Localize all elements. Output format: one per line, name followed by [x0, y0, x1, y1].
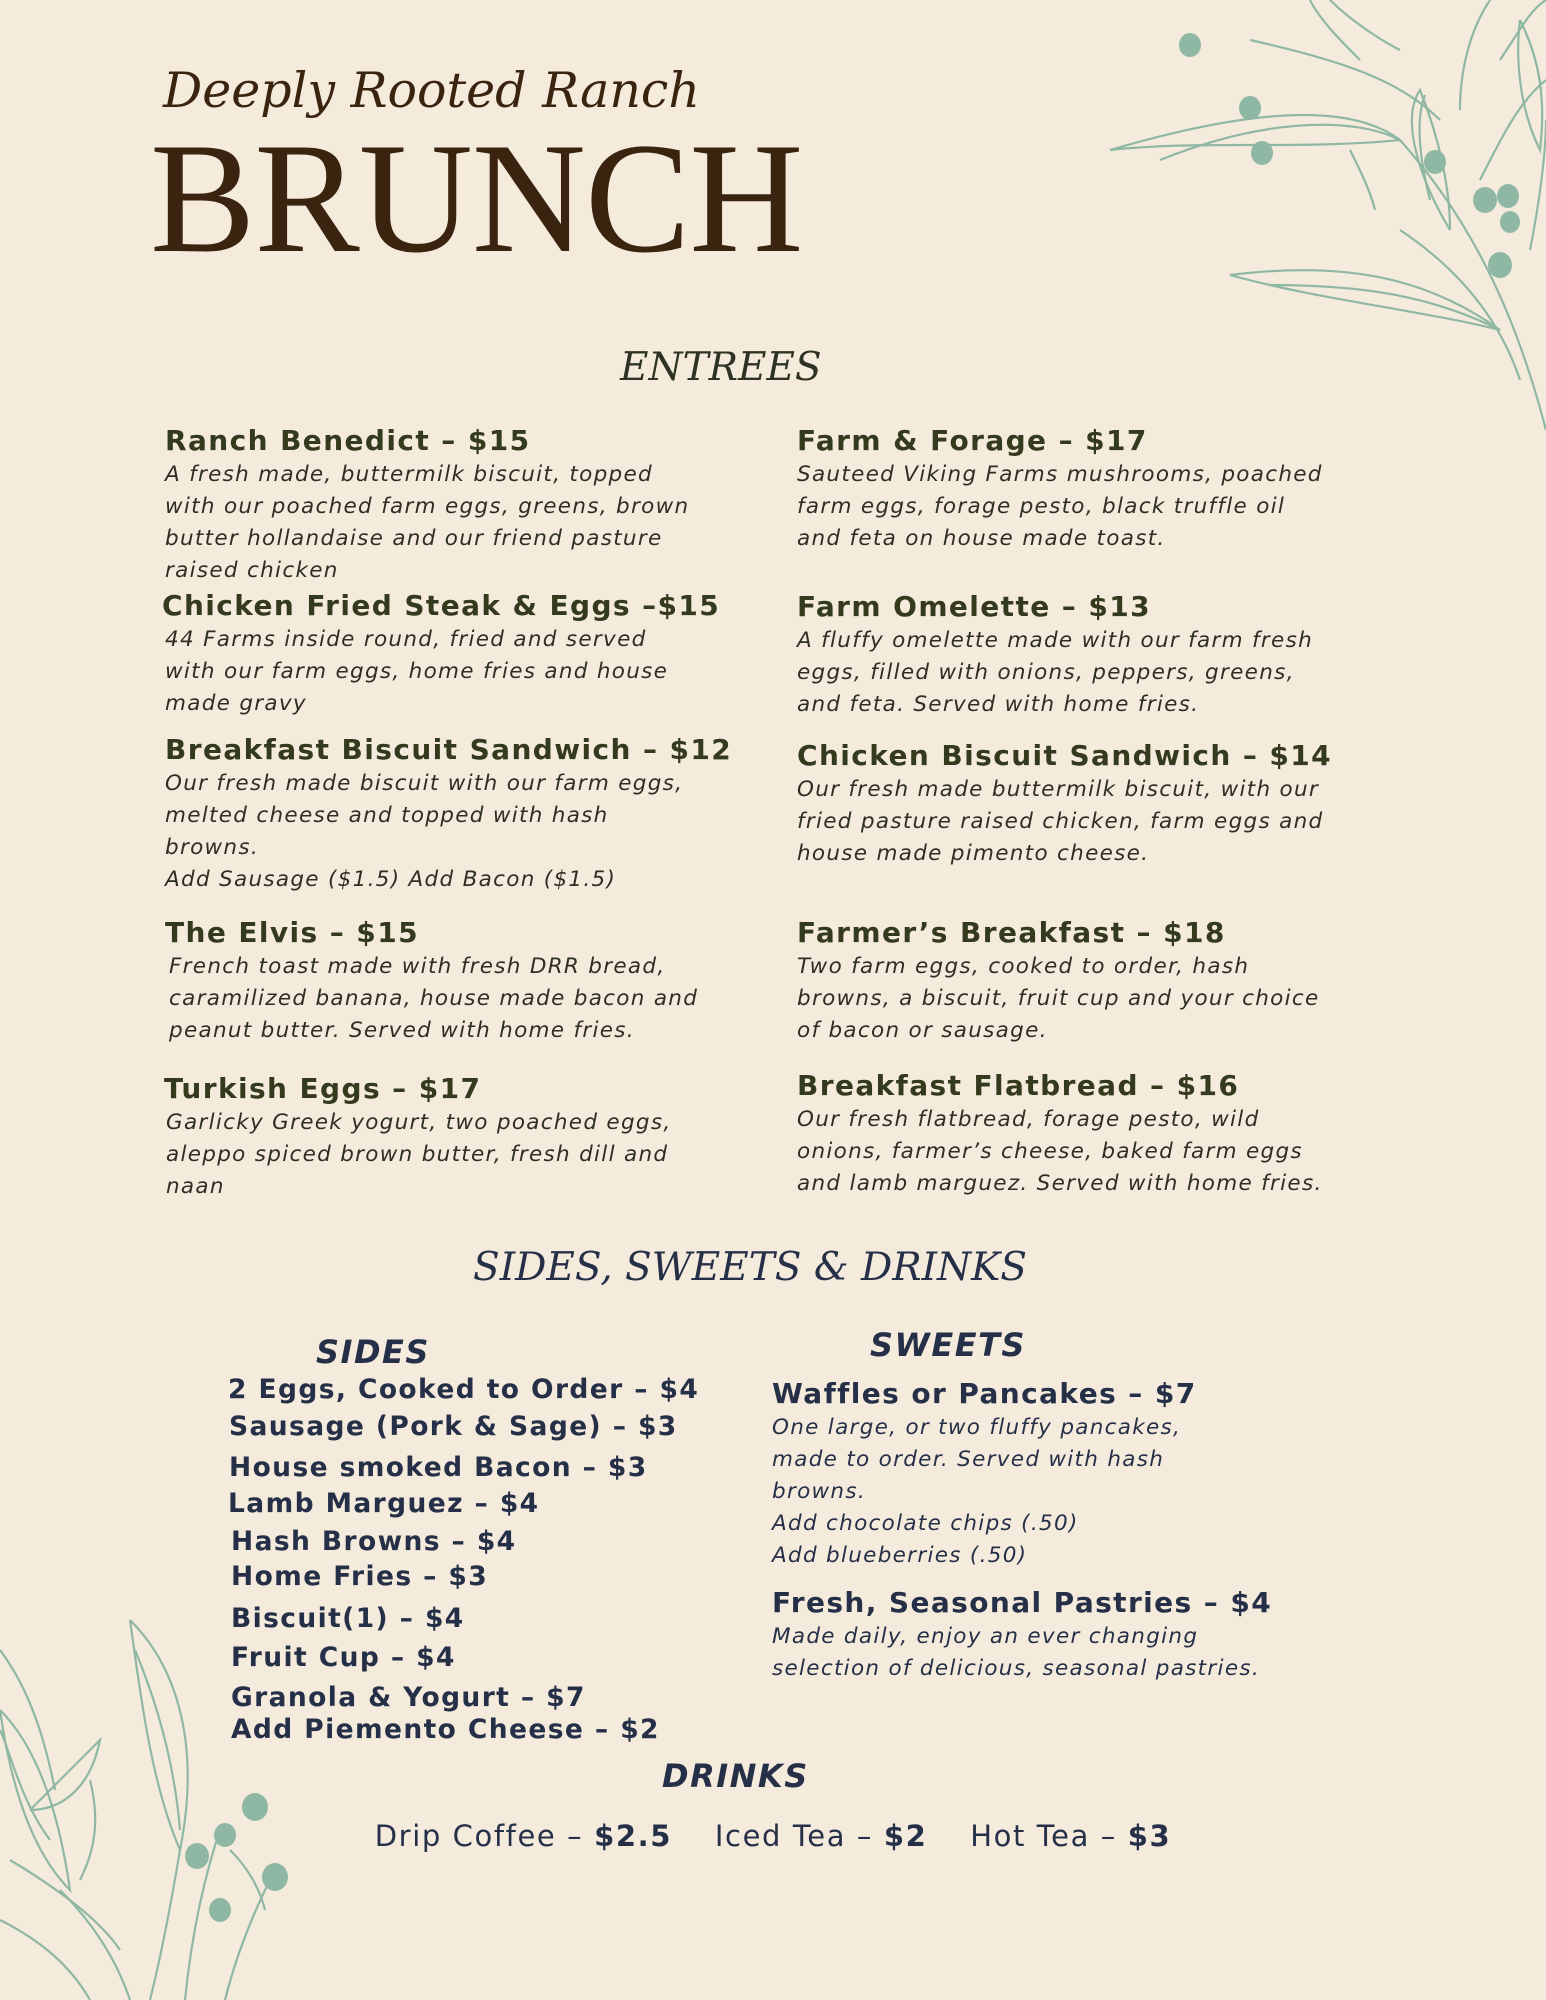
side-item: Biscuit(1) – $4: [231, 1603, 465, 1634]
drink-item: Iced Tea – $2: [714, 1819, 928, 1853]
menu-item: [162, 588, 722, 720]
item-description: A fresh made, buttermilk biscuit, topped with our poached farm eggs, greens, brown butter hollandaise and our friend pasture raised chicken: [165, 462, 690, 583]
side-item: Granola & Yogurt – $7: [231, 1682, 586, 1713]
leaf-decoration-top-icon: [1100, 0, 1546, 440]
side-item: Add Piemento Cheese – $2: [231, 1714, 660, 1745]
sweets-heading: SWEETS: [870, 1326, 1026, 1364]
menu-item: [797, 738, 1357, 870]
menu-item: [797, 1068, 1357, 1200]
item-name: Breakfast Biscuit Sandwich – $12: [165, 733, 733, 766]
item-name: Chicken Fried Steak & Eggs –$15: [162, 589, 721, 622]
item-name: Farmer’s Breakfast – $18: [797, 916, 1226, 949]
item-name: Fresh, Seasonal Pastries – $4: [772, 1586, 1273, 1619]
drinks-heading: DRINKS: [662, 1757, 809, 1795]
menu-item: [165, 915, 725, 1047]
item-name: Waffles or Pancakes – $7: [772, 1377, 1197, 1410]
item-description: Two farm eggs, cooked to order, hash browns, a biscuit, fruit cup and your choice of bacon or sausage.: [797, 954, 1320, 1043]
menu-title: BRUNCH: [150, 111, 803, 286]
side-item: Fruit Cup – $4: [231, 1642, 456, 1673]
item-description: A fluffy omelette made with our farm fresh eggs, filled with onions, peppers, greens, and feta. Served with home fries.: [797, 628, 1314, 717]
menu-item: [165, 423, 725, 587]
item-description: Sauteed Viking Farms mushrooms, poached farm eggs, forage pesto, black truffle oil and feta on house made toast.: [797, 462, 1323, 551]
item-description: Our fresh made buttermilk biscuit, with our fried pasture raised chicken, farm eggs and house made pimento cheese.: [797, 777, 1324, 866]
item-name: Breakfast Flatbread – $16: [797, 1069, 1240, 1102]
sides-heading: SIDES: [316, 1333, 430, 1371]
menu-item: [165, 732, 733, 896]
entrees-heading: ENTREES: [620, 345, 822, 390]
drink-item: Drip Coffee – $2.5: [374, 1819, 673, 1853]
sweet-item: [772, 1585, 1432, 1685]
item-description: Made daily, enjoy an ever changing selection of delicious, seasonal pastries.: [772, 1624, 1260, 1681]
side-item: Home Fries – $3: [231, 1561, 489, 1592]
side-item: 2 Eggs, Cooked to Order – $4: [228, 1374, 700, 1405]
item-name: Ranch Benedict – $15: [165, 424, 531, 457]
item-description: Our fresh flatbread, forage pesto, wild onions, farmer’s cheese, baked farm eggs and lamb marguez. Served with home fries.: [797, 1107, 1323, 1196]
item-name: The Elvis – $15: [165, 916, 419, 949]
item-name: Chicken Biscuit Sandwich – $14: [797, 739, 1333, 772]
drink-item: Hot Tea – $3: [970, 1819, 1172, 1853]
menu-item: [797, 423, 1357, 555]
drinks-list: [0, 1819, 1546, 1853]
item-description: Garlicky Greek yogurt, two poached eggs, aleppo spiced brown butter, fresh dill and naan: [166, 1110, 672, 1199]
item-name: Farm & Forage – $17: [797, 424, 1148, 457]
sides-sweets-drinks-heading: SIDES, SWEETS & DRINKS: [473, 1245, 1027, 1290]
item-description: 44 Farms inside round, fried and served with our farm eggs, home fries and house made gravy: [165, 627, 669, 716]
item-description: One large, or two fluffy pancakes, made to order. Served with hash browns. Add chocolate chips (.50) Add blueberries (.50): [772, 1415, 1182, 1568]
item-name: Turkish Eggs – $17: [164, 1072, 482, 1105]
sweet-item: [772, 1376, 1412, 1572]
side-item: Hash Browns – $4: [231, 1526, 517, 1557]
side-item: House smoked Bacon – $3: [229, 1452, 648, 1483]
side-item: Sausage (Pork & Sage) – $3: [229, 1411, 678, 1442]
item-description: Our fresh made biscuit with our farm eggs, melted cheese and topped with hash browns. Add Sausage ($1.5) Add Bacon ($1.5): [165, 771, 684, 892]
menu-item: [797, 589, 1357, 721]
item-description: French toast made with fresh DRR bread, caramilized banana, house made bacon and peanut butter. Served with home fries.: [169, 954, 699, 1043]
restaurant-name: Deeply Rooted Ranch: [163, 62, 700, 119]
item-name: Farm Omelette – $13: [797, 590, 1151, 623]
menu-item: [797, 915, 1357, 1047]
menu-item: [164, 1071, 724, 1203]
side-item: Lamb Marguez – $4: [228, 1488, 540, 1519]
